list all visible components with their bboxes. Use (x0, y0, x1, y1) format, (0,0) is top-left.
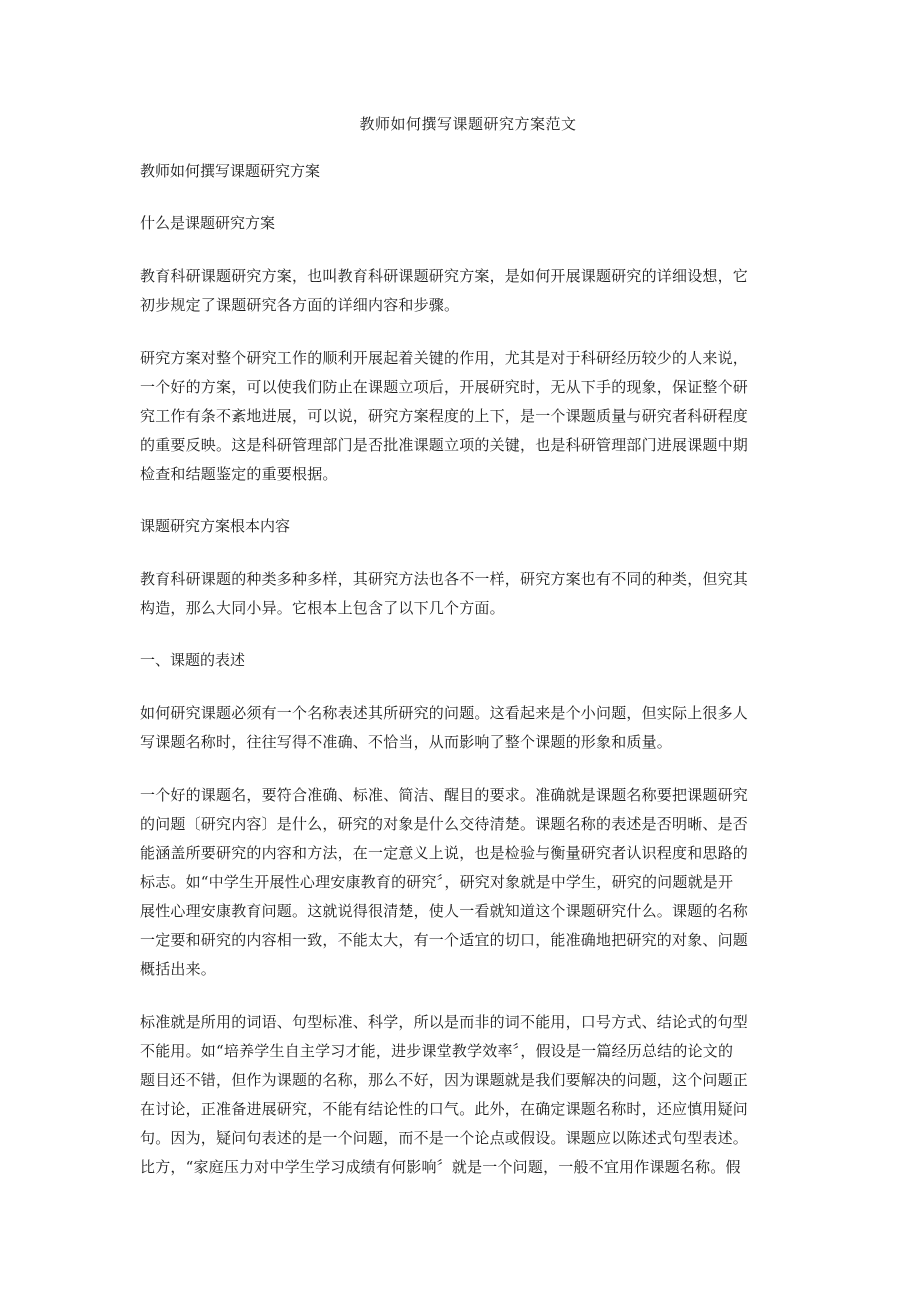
paragraph: 教育科研课题的种类多种多样，其研究方法也各不一样，研究方案也有不同的种类，但究其 构造，那么大同小异。它根本上包含了以下几个方面。 (140, 570, 749, 617)
paragraph: 研究方案对整个研究工作的顺利开展起着关键的作用，尤其是对于科研经历较少的人来说， 一个好的方案，可以使我们防止在课题立项后，开展研究时，无从下手的现象，保证整个研 究工作有条不紊地进展，可以说，研究方案程度的上下，是一个课题质量与研究者科研程度 的重要反映。这是科研管理部门是否批准课题立项的关键，也是科研管理部门进展课题中期 检查和结题鉴定的重要根据。 (140, 349, 749, 483)
document-title: 教师如何撰写课题研究方案范文 (359, 115, 577, 133)
paragraph: 教育科研课题研究方案，也叫教育科研课题研究方案，是如何开展课题研究的详细设想，它 初步规定了课题研究各方面的详细内容和步骤。 (140, 267, 749, 314)
section-heading: 什么是课题研究方案 (140, 214, 276, 232)
section-heading: 教师如何撰写课题研究方案 (140, 162, 321, 180)
paragraph: 一个好的课题名，要符合准确、标准、简洁、醒目的要求。准确就是课题名称要把课题研究 的问题〔研究内容〕是什么，研究的对象是什么交待清楚。课题名称的表述是否明晰、是否 能涵盖所要研究的内容和方法，在一定意义上说，也是检验与衡量研究者认识程度和思路的 标志。如“中学生开展性心理安康教育的研究〞，研究对象就是中学生，研究的问题就是开 展性心理安康教育问题。这就说得很清楚，使人一看就知道这个课题研究什么。课题的名称 一定要和研究的内容相一致，不能太大，有一个适宜的切口，能准确地把研究的对象、问题 概括出来。 (140, 786, 749, 978)
section-heading: 课题研究方案根本内容 (140, 517, 291, 535)
document-page (140, 112, 796, 1182)
paragraph: 如何研究课题必须有一个名称表述其所研究的问题。这看起来是个小问题，但实际上很多人 写课题名称时，往往写得不准确、不恰当，从而影响了整个课题的形象和质量。 (140, 704, 749, 751)
paragraph: 标准就是所用的词语、句型标准、科学，所以是而非的词不能用，口号方式、结论式的句型 不能用。如“培养学生自主学习才能，进步课堂教学效率〞，假设是一篇经历总结的论文的 题目还不错，但作为课题的名称，那么不好，因为课题就是我们要解决的问题，这个问题正 在讨论，正准备进展研究，不能有结论性的口气。此外，在确定课题名称时，还应慎用疑问 句。因为，疑问句表述的是一个问题，而不是一个论点或假设。课题应以陈述式句型表述。 比方，“家庭压力对中学生学习成绩有何影响〞就是一个问题，一般不宜用作课题名称。假 (140, 1013, 749, 1176)
section-heading: 一、课题的表述 (140, 651, 246, 669)
